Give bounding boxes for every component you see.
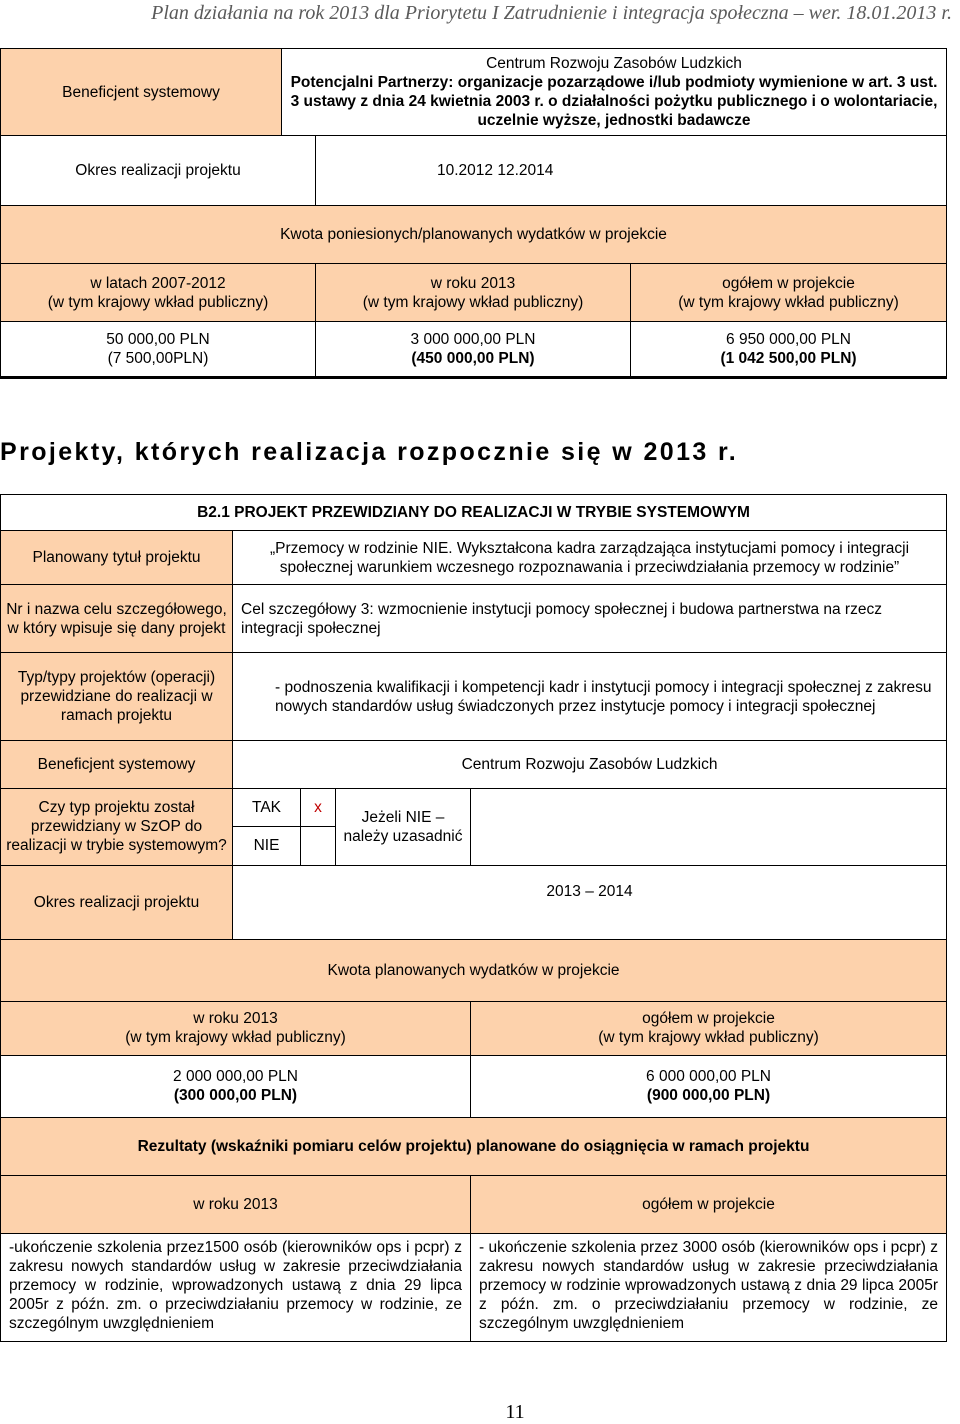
types-label: Typ/typy projektów (operacji) przewidziane do realizacji w ramach projektu [1,653,233,741]
beneficiary-cell [282,49,947,136]
value-total-sub: (1 042 500,00 PLN) [720,350,857,367]
costs2-value-2013-sub: (300 000,00 PLN) [173,1087,298,1104]
col-header-total-line2: (w tym krajowy wkład publiczny) [678,293,899,311]
period-label: Okres realizacji projektu [1,136,316,206]
costs2-value-total [471,1055,947,1117]
project-title-label: Planowany tytuł projektu [1,531,233,585]
period2-value-text: 2013 – 2014 [546,882,633,900]
tak-checkbox[interactable]: x [301,789,336,827]
tak-label: TAK [233,789,301,827]
col-header-2007-2012-line1: w latach 2007-2012 [90,274,226,292]
partners-text: Potencjalni Partnerzy: organizacje pozarządowe i/lub podmioty wymienione w art. 3 ust. 3 ustawy z dnia 24 kwietnia 2003 r. o działalności pożytku publicznego i o wolontariacie, uczelnie wyższe, jednostki badawcze [290,74,938,129]
page-number: 11 [505,1401,525,1423]
project-info-table [0,48,947,379]
szop-label: Czy typ projektu został przewidziany w SzOP do realizacji w trybie systemowym? [1,789,233,866]
period2-value [233,865,947,939]
szop-cell [233,789,947,866]
value-2013-amount: 3 000 000,00 PLN [410,331,536,348]
costs2-header-2013-line2: (w tym krajowy wkład publiczny) [125,1029,346,1046]
costs2-value-total-amount: 6 000 000,00 PLN [646,1068,771,1085]
value-2013 [316,322,631,378]
szop-options [232,788,471,865]
beneficiary-name: Centrum Rozwoju Zasobów Ludzkich [486,55,742,72]
nie-checkbox[interactable] [301,827,336,865]
value-2007-2012-sub: (7 500,00PLN) [107,350,209,367]
beneficiary2-label: Beneficjent systemowy [1,741,233,789]
col-header-2013-line1: w roku 2013 [430,274,516,292]
costs2-header-2013-line1: w roku 2013 [193,1010,278,1027]
col-header-2013 [316,264,631,322]
value-total [631,322,947,378]
costs2-header-total-line1: ogółem w projekcie [642,1010,775,1027]
types-value: - podnoszenia kwalifikacji i kompetencji kadr i instytucji pomocy i integracji społecznej z zakresu nowych standardów usług świadczonych przez instytucje pomocy i integracji społecznej [233,653,947,741]
period-value: 10.2012 12.2014 [316,136,947,206]
beneficiary2-value: Centrum Rozwoju Zasobów Ludzkich [233,741,947,789]
results-col-total: ogółem w projekcie [471,1175,947,1233]
costs2-value-2013 [1,1055,471,1117]
period2-label: Okres realizacji projektu [1,865,233,939]
value-2007-2012-amount: 50 000,00 PLN [106,331,210,348]
costs2-header-total-line2: (w tym krajowy wkład publiczny) [598,1029,819,1046]
value-2007-2012 [1,322,316,378]
objective-label: Nr i nazwa celu szczegółowego, w który wpisuje się dany projekt [1,585,233,653]
col-header-total-line1: ogółem w projekcie [722,274,855,292]
value-total-amount: 6 950 000,00 PLN [726,331,851,348]
col-header-2007-2012-line2: (w tym krajowy wkład publiczny) [47,293,269,311]
project-b21-table [0,494,947,1342]
costs2-header-2013 [1,1001,471,1055]
costs2-value-total-sub: (900 000,00 PLN) [646,1087,771,1104]
project-title-value: „Przemocy w rodzinie NIE. Wykształcona kadra zarządzająca instytucjami pomocy i integracji społecznej warunkiem wczesnego rozpoznawania i przeciwdziałania przemocy w rodzinie” [233,531,947,585]
value-2013-sub: (450 000,00 PLN) [411,350,535,367]
objective-value: Cel szczegółowy 3: wzmocnienie instytucji pomocy społecznej i budowa partnerstwa na rzecz integracji społecznej [233,585,947,653]
header-title: Plan działania na rok 2013 dla Priorytetu I Zatrudnienie i integracja społeczna – wer. 18.01.2013 r. [151,2,952,24]
col-header-total [631,264,947,322]
costs2-value-2013-amount: 2 000 000,00 PLN [173,1068,298,1085]
costs2-header-total [471,1001,947,1055]
nie-label: NIE [233,827,301,865]
beneficiary-label: Beneficjent systemowy [1,49,282,136]
results-col-2013: w roku 2013 [1,1175,471,1233]
costs-title: Kwota poniesionych/planowanych wydatków w projekcie [1,206,947,264]
page-header [0,0,960,28]
results-title: Rezultaty (wskaźniki pomiaru celów projektu) planowane do osiągnięcia w ramach projektu [1,1117,947,1175]
results-text-total: - ukończenie szkolenia przez 3000 osób (kierowników ops i pcpr) z zakresu nowych standardów usług w zakresie przeciwdziałania przemocy w rodzinie wprowadzonych ustawą z dnia 29 lipca 2005r z późn. zm. o przeciwdziałaniu przemocy w rodzinie, ze szczególnym uwzględnieniem [471,1233,947,1341]
justify-label: Jeżeli NIE – należy uzasadnić [336,789,471,865]
col-header-2007-2012 [1,264,316,322]
section-title: Projekty, których realizacja rozpocznie się w 2013 r. [0,438,739,466]
b21-title: B2.1 PROJEKT PRZEWIDZIANY DO REALIZACJI W TRYBIE SYSTEMOWYM [1,495,947,531]
col-header-2013-line2: (w tym krajowy wkład publiczny) [362,293,584,311]
results-text-2013: -ukończenie szkolenia przez1500 osób (kierowników ops i pcpr) z zakresu nowych standardów usług w zakresie przeciwdziałania przemocy w rodzinie, wprowadzonych ustawą z dnia 29 lipca 2005r z późn. zm. o przeciwdziałaniu przemocy w rodzinie, ze szczególnym uwzględnieniem [1,1233,471,1341]
costs2-title: Kwota planowanych wydatków w projekcie [1,939,947,1001]
